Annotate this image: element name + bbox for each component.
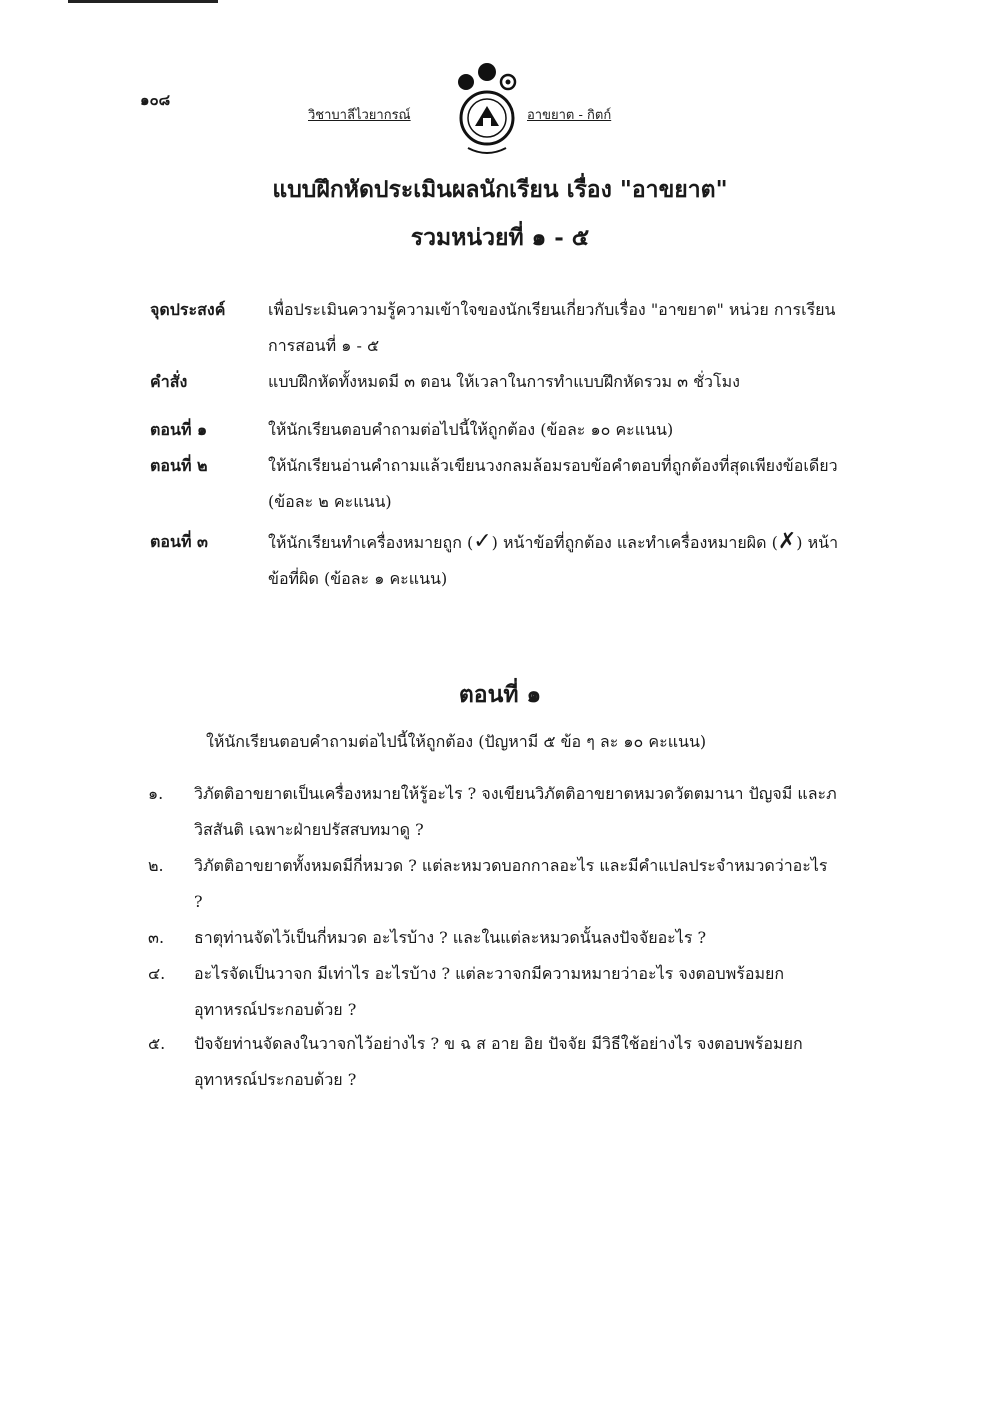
part-3-text-a: ให้นักเรียนทำเครื่องหมายถูก ( xyxy=(268,533,474,552)
question-number: ๓. xyxy=(148,928,165,947)
question-text: วิภัตติอาขยาตเป็นเครื่องหมายให้รู้อะไร ? จงเขียนวิภัตติอาขยาตหมวดวัตตมานา ปัญจมี และภวิสสันติ เฉพาะฝ่ายปรัสสบทมาดู ? xyxy=(194,784,837,839)
part-1-label: ตอนที่ ๑ xyxy=(150,420,208,439)
part-2-text: ให้นักเรียนอ่านคำถามแล้วเขียนวงกลมล้อมรอบข้อคำตอบที่ถูกต้องที่สุดเพียงข้อเดียว (ข้อละ ๒ คะแนน) xyxy=(268,456,838,511)
question-item xyxy=(148,956,838,1028)
part-1-row xyxy=(150,412,840,448)
instruction-text: แบบฝึกหัดทั้งหมดมี ๓ ตอน ให้เวลาในการทำแบบฝึกหัดรวม ๓ ชั่วโมง xyxy=(268,372,740,391)
scan-edge-line xyxy=(68,0,218,3)
part-2-row xyxy=(150,448,840,520)
question-number: ๑. xyxy=(148,784,164,803)
document-title: แบบฝึกหัดประเมินผลนักเรียน เรื่อง "อาขยาต" xyxy=(272,176,728,203)
question-number: ๒. xyxy=(148,856,164,875)
institution-seal-icon xyxy=(442,60,532,160)
purpose-text: เพื่อประเมินความรู้ความเข้าใจของนักเรียนเกี่ยวกับเรื่อง "อาขยาต" หน่วย การเรียนการสอนที่ ๑ - ๕ xyxy=(268,300,836,355)
part-2-label: ตอนที่ ๒ xyxy=(150,456,208,475)
part-1-text: ให้นักเรียนตอบคำถามต่อไปนี้ให้ถูกต้อง (ข้อละ ๑๐ คะแนน) xyxy=(268,420,674,439)
cross-mark-icon: ✗ xyxy=(777,529,797,554)
part-3-row xyxy=(150,524,840,596)
check-mark-icon: ✓ xyxy=(473,529,492,554)
part-3-text xyxy=(268,524,840,597)
question-text: ธาตุท่านจัดไว้เป็นกี่หมวด อะไรบ้าง ? และในแต่ละหมวดนั้นลงปัจจัยอะไร ? xyxy=(194,928,707,947)
chapter-title: อาขยาต - กิตก์ xyxy=(527,108,612,123)
instruction-label: คำสั่ง xyxy=(150,372,188,391)
question-item xyxy=(148,776,838,848)
question-text: ปัจจัยท่านจัดลงในวาจกไว้อย่างไร ? ข ฉ ส อาย อิย ปัจจัย มีวิธีใช้อย่างไร จงตอบพร้อมยกอุทาหรณ์ประกอบด้วย ? xyxy=(194,1034,803,1089)
section-1-heading: ตอนที่ ๑ xyxy=(458,681,542,708)
question-number: ๕. xyxy=(148,1034,166,1053)
part-3-label: ตอนที่ ๓ xyxy=(150,532,208,551)
question-number: ๔. xyxy=(148,964,166,983)
part-3-text-b: ) หน้าข้อที่ถูกต้อง และทำเครื่องหมายผิด ( xyxy=(491,533,778,552)
question-text: วิภัตติอาขยาตทั้งหมดมีกี่หมวด ? แต่ละหมวดบอกกาลอะไร และมีคำแปลประจำหมวดว่าอะไร ? xyxy=(194,856,828,911)
question-item xyxy=(148,1026,838,1098)
question-item xyxy=(148,848,838,920)
question-text: อะไรจัดเป็นวาจก มีเท่าไร อะไรบ้าง ? แต่ละวาจกมีความหมายว่าอะไร จงตอบพร้อมยกอุทาหรณ์ประกอบด้วย ? xyxy=(194,964,785,1019)
book-title: วิชาบาลีไวยากรณ์ xyxy=(308,108,411,123)
section-1-instruction: ให้นักเรียนตอบคำถามต่อไปนี้ให้ถูกต้อง (ปัญหามี ๕ ข้อ ๆ ละ ๑๐ คะแนน) xyxy=(206,732,707,751)
question-item xyxy=(148,920,838,956)
purpose-row xyxy=(150,292,840,364)
instruction-row xyxy=(150,364,840,400)
document-subtitle: รวมหน่วยที่ ๑ - ๕ xyxy=(410,224,590,251)
page-header xyxy=(0,30,1000,130)
page-number: ๑๐๘ xyxy=(140,91,171,109)
purpose-label: จุดประสงค์ xyxy=(150,300,226,319)
part-3-text-c: ) หน้าข้อที่ผิด (ข้อละ ๑ คะแนน) xyxy=(268,533,839,588)
